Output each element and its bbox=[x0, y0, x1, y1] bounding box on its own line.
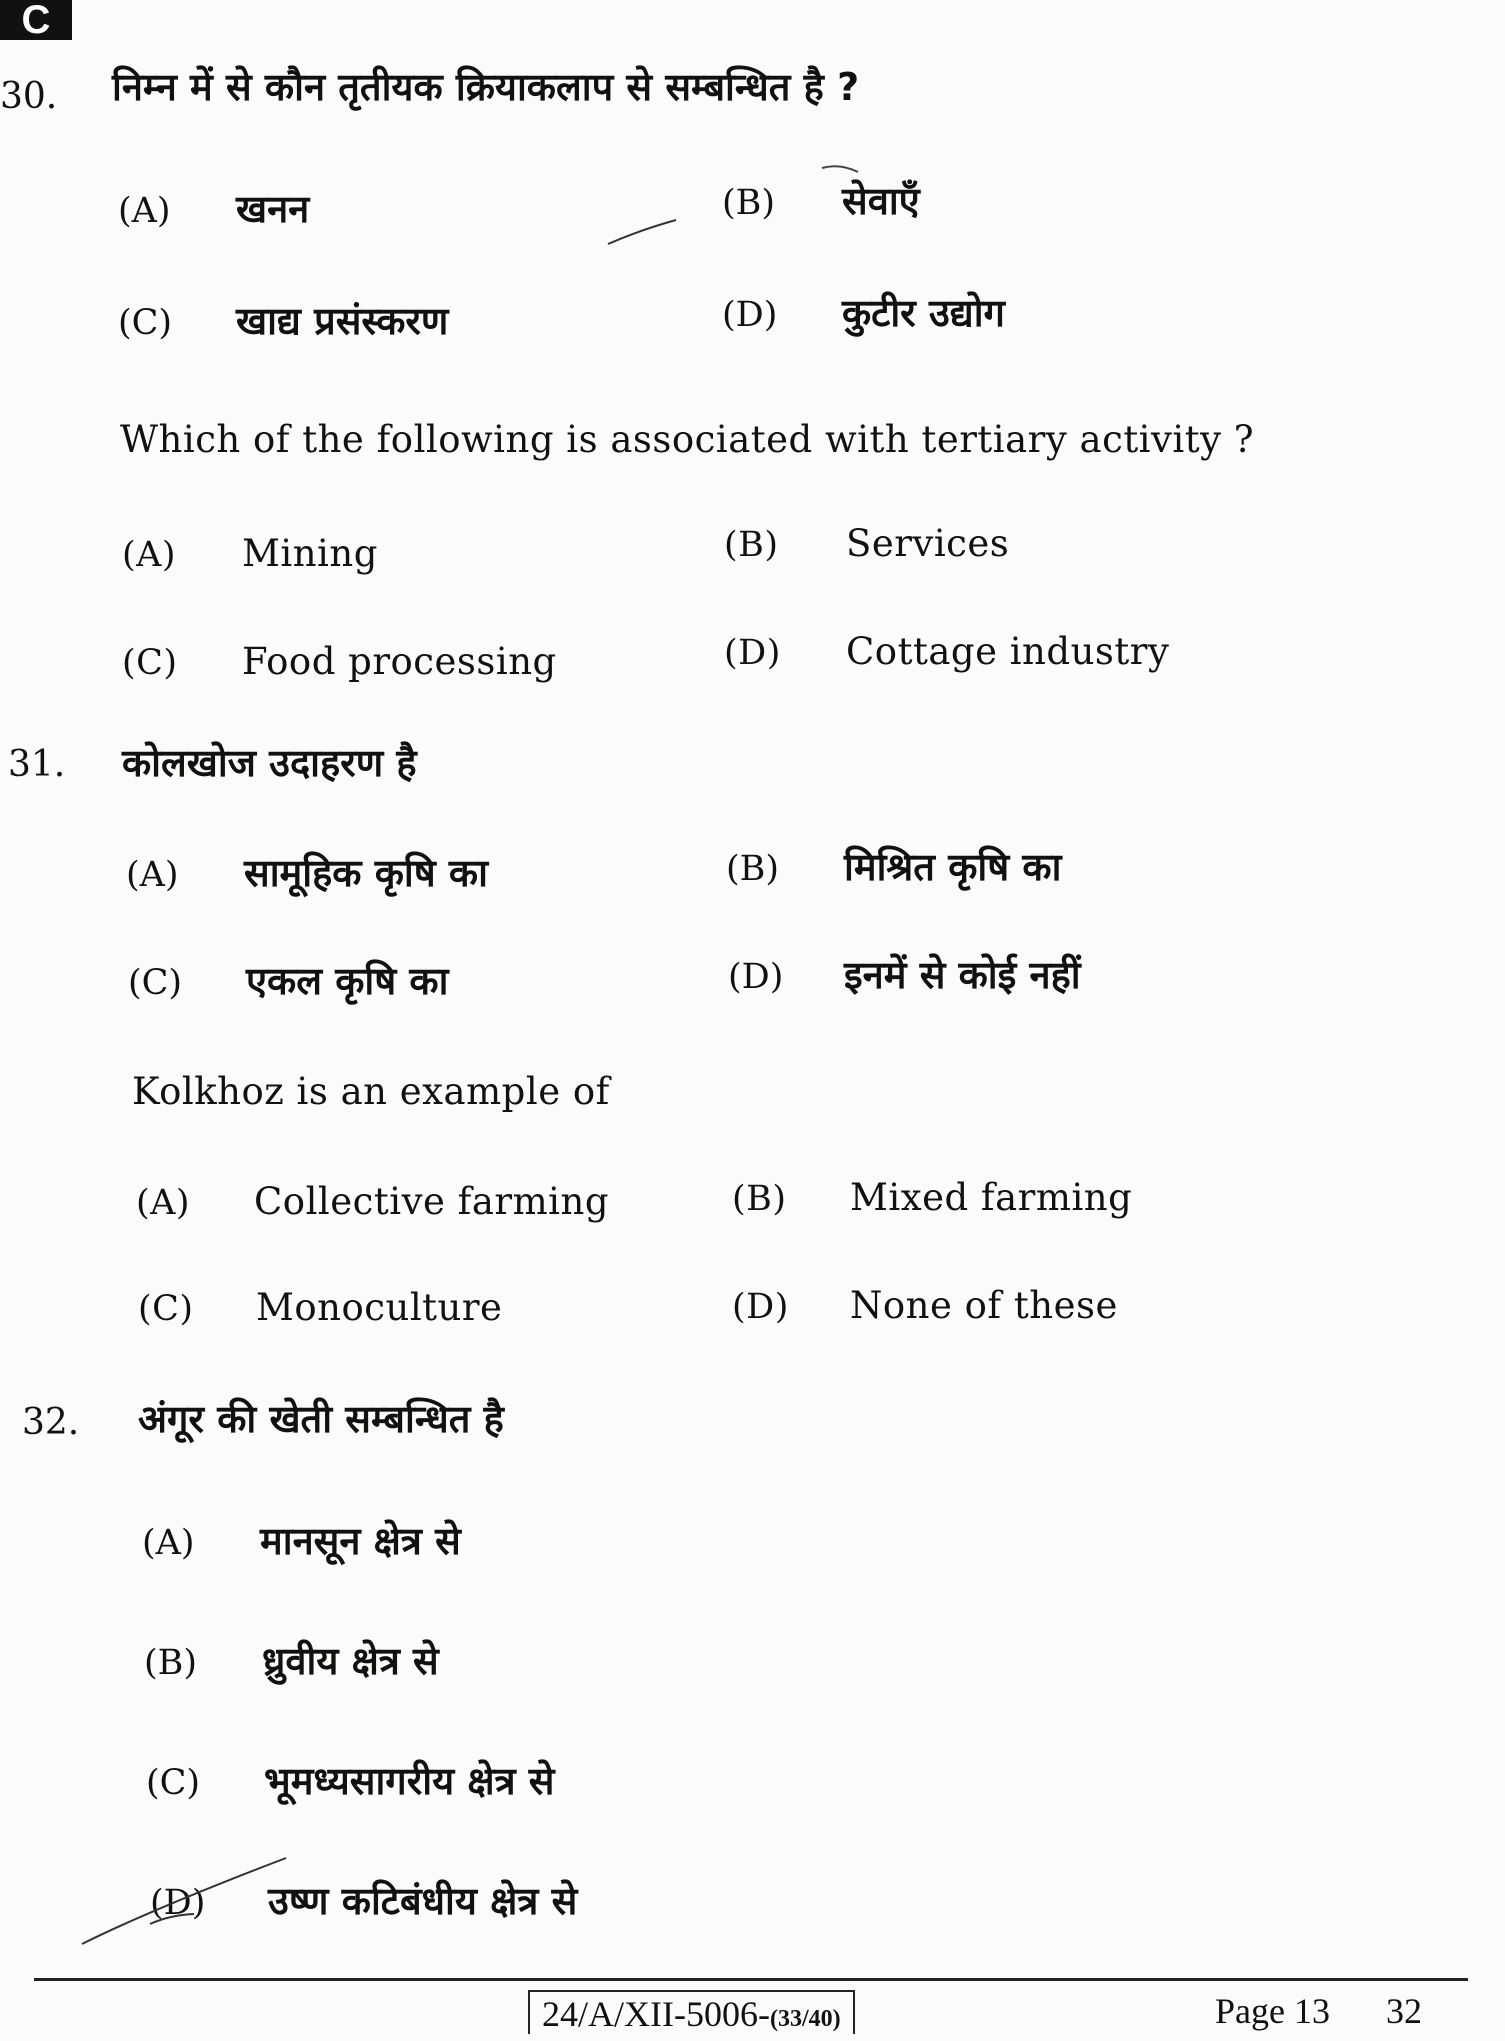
option-letter: (A) bbox=[142, 1523, 195, 1563]
paper-code bbox=[528, 1990, 855, 2034]
option-text: कुटीर उद्योग bbox=[842, 291, 1005, 335]
option-letter: (C) bbox=[118, 303, 173, 343]
question-number: 31. bbox=[8, 744, 66, 785]
option-text: सेवाएँ bbox=[842, 179, 920, 223]
option-text: मिश्रित कृषि का bbox=[844, 845, 1062, 889]
pen-tick-mark bbox=[822, 166, 858, 172]
option-letter: (B) bbox=[724, 525, 779, 565]
option-letter: (A) bbox=[122, 535, 177, 575]
option-text: ध्रुवीय क्षेत्र से bbox=[262, 1639, 439, 1683]
option-text: Mining bbox=[242, 532, 378, 575]
option-letter: (C) bbox=[138, 1289, 194, 1329]
pen-tick-mark bbox=[150, 1914, 194, 1924]
paper-code-suffix: (33/40) bbox=[769, 2006, 841, 2032]
option-text: मानसून क्षेत्र से bbox=[260, 1519, 461, 1563]
question-stem-hindi: निम्न में से कौन तृतीयक क्रियाकलाप से सम्बन्धित है ? bbox=[112, 65, 860, 109]
option-text: एकल कृषि का bbox=[246, 959, 449, 1003]
option-text: Collective farming bbox=[254, 1180, 610, 1223]
option-text: None of these bbox=[850, 1284, 1118, 1327]
page-number-alt: 32 bbox=[1385, 1991, 1422, 2031]
question-stem-hindi: अंगूर की खेती सम्बन्धित है bbox=[138, 1397, 504, 1441]
option-letter: (B) bbox=[144, 1643, 198, 1683]
question-stem-english: Which of the following is associated with tertiary activity ? bbox=[120, 418, 1255, 461]
option-letter: (C) bbox=[122, 643, 178, 683]
option-letter: (A) bbox=[118, 191, 171, 231]
option-text: Services bbox=[846, 522, 1010, 565]
option-text: Food processing bbox=[242, 640, 557, 683]
option-letter: (C) bbox=[146, 1763, 201, 1803]
pen-tick-mark bbox=[82, 1858, 286, 1944]
option-letter: (D) bbox=[728, 957, 784, 997]
option-letter: (B) bbox=[722, 183, 776, 223]
question-number: 30. bbox=[0, 76, 58, 117]
option-text: इनमें से कोई नहीं bbox=[844, 953, 1081, 997]
question-stem-hindi: कोलखोज उदाहरण है bbox=[122, 741, 417, 785]
option-text: Cottage industry bbox=[846, 630, 1170, 673]
footer-divider bbox=[34, 1978, 1468, 1981]
option-text: Mixed farming bbox=[850, 1176, 1133, 1219]
option-text: उष्ण कटिबंधीय क्षेत्र से bbox=[268, 1879, 578, 1923]
option-text: खाद्य प्रसंस्करण bbox=[236, 299, 449, 343]
question-number: 32. bbox=[22, 1402, 80, 1443]
option-text: सामूहिक कृषि का bbox=[244, 851, 488, 895]
option-letter: (D) bbox=[724, 633, 781, 673]
option-text: खनन bbox=[236, 187, 310, 231]
option-letter: (B) bbox=[726, 849, 780, 889]
option-letter: (D) bbox=[150, 1883, 206, 1923]
paper-code-main: 24/A/XII-5006- bbox=[542, 1994, 770, 2034]
option-letter: (C) bbox=[128, 963, 183, 1003]
page-label: Page 13 bbox=[1215, 1991, 1330, 2031]
page-number bbox=[1215, 1990, 1422, 2032]
option-text: Monoculture bbox=[256, 1286, 503, 1329]
pen-tick-mark bbox=[608, 220, 676, 244]
option-letter: (D) bbox=[722, 295, 778, 335]
option-letter: (D) bbox=[732, 1287, 789, 1327]
section-label: C bbox=[0, 0, 72, 40]
option-letter: (B) bbox=[732, 1179, 787, 1219]
question-stem-english: Kolkhoz is an example of bbox=[132, 1070, 610, 1113]
option-letter: (A) bbox=[126, 855, 179, 895]
option-letter: (A) bbox=[136, 1183, 191, 1223]
option-text: भूमध्यसागरीय क्षेत्र से bbox=[264, 1759, 555, 1803]
